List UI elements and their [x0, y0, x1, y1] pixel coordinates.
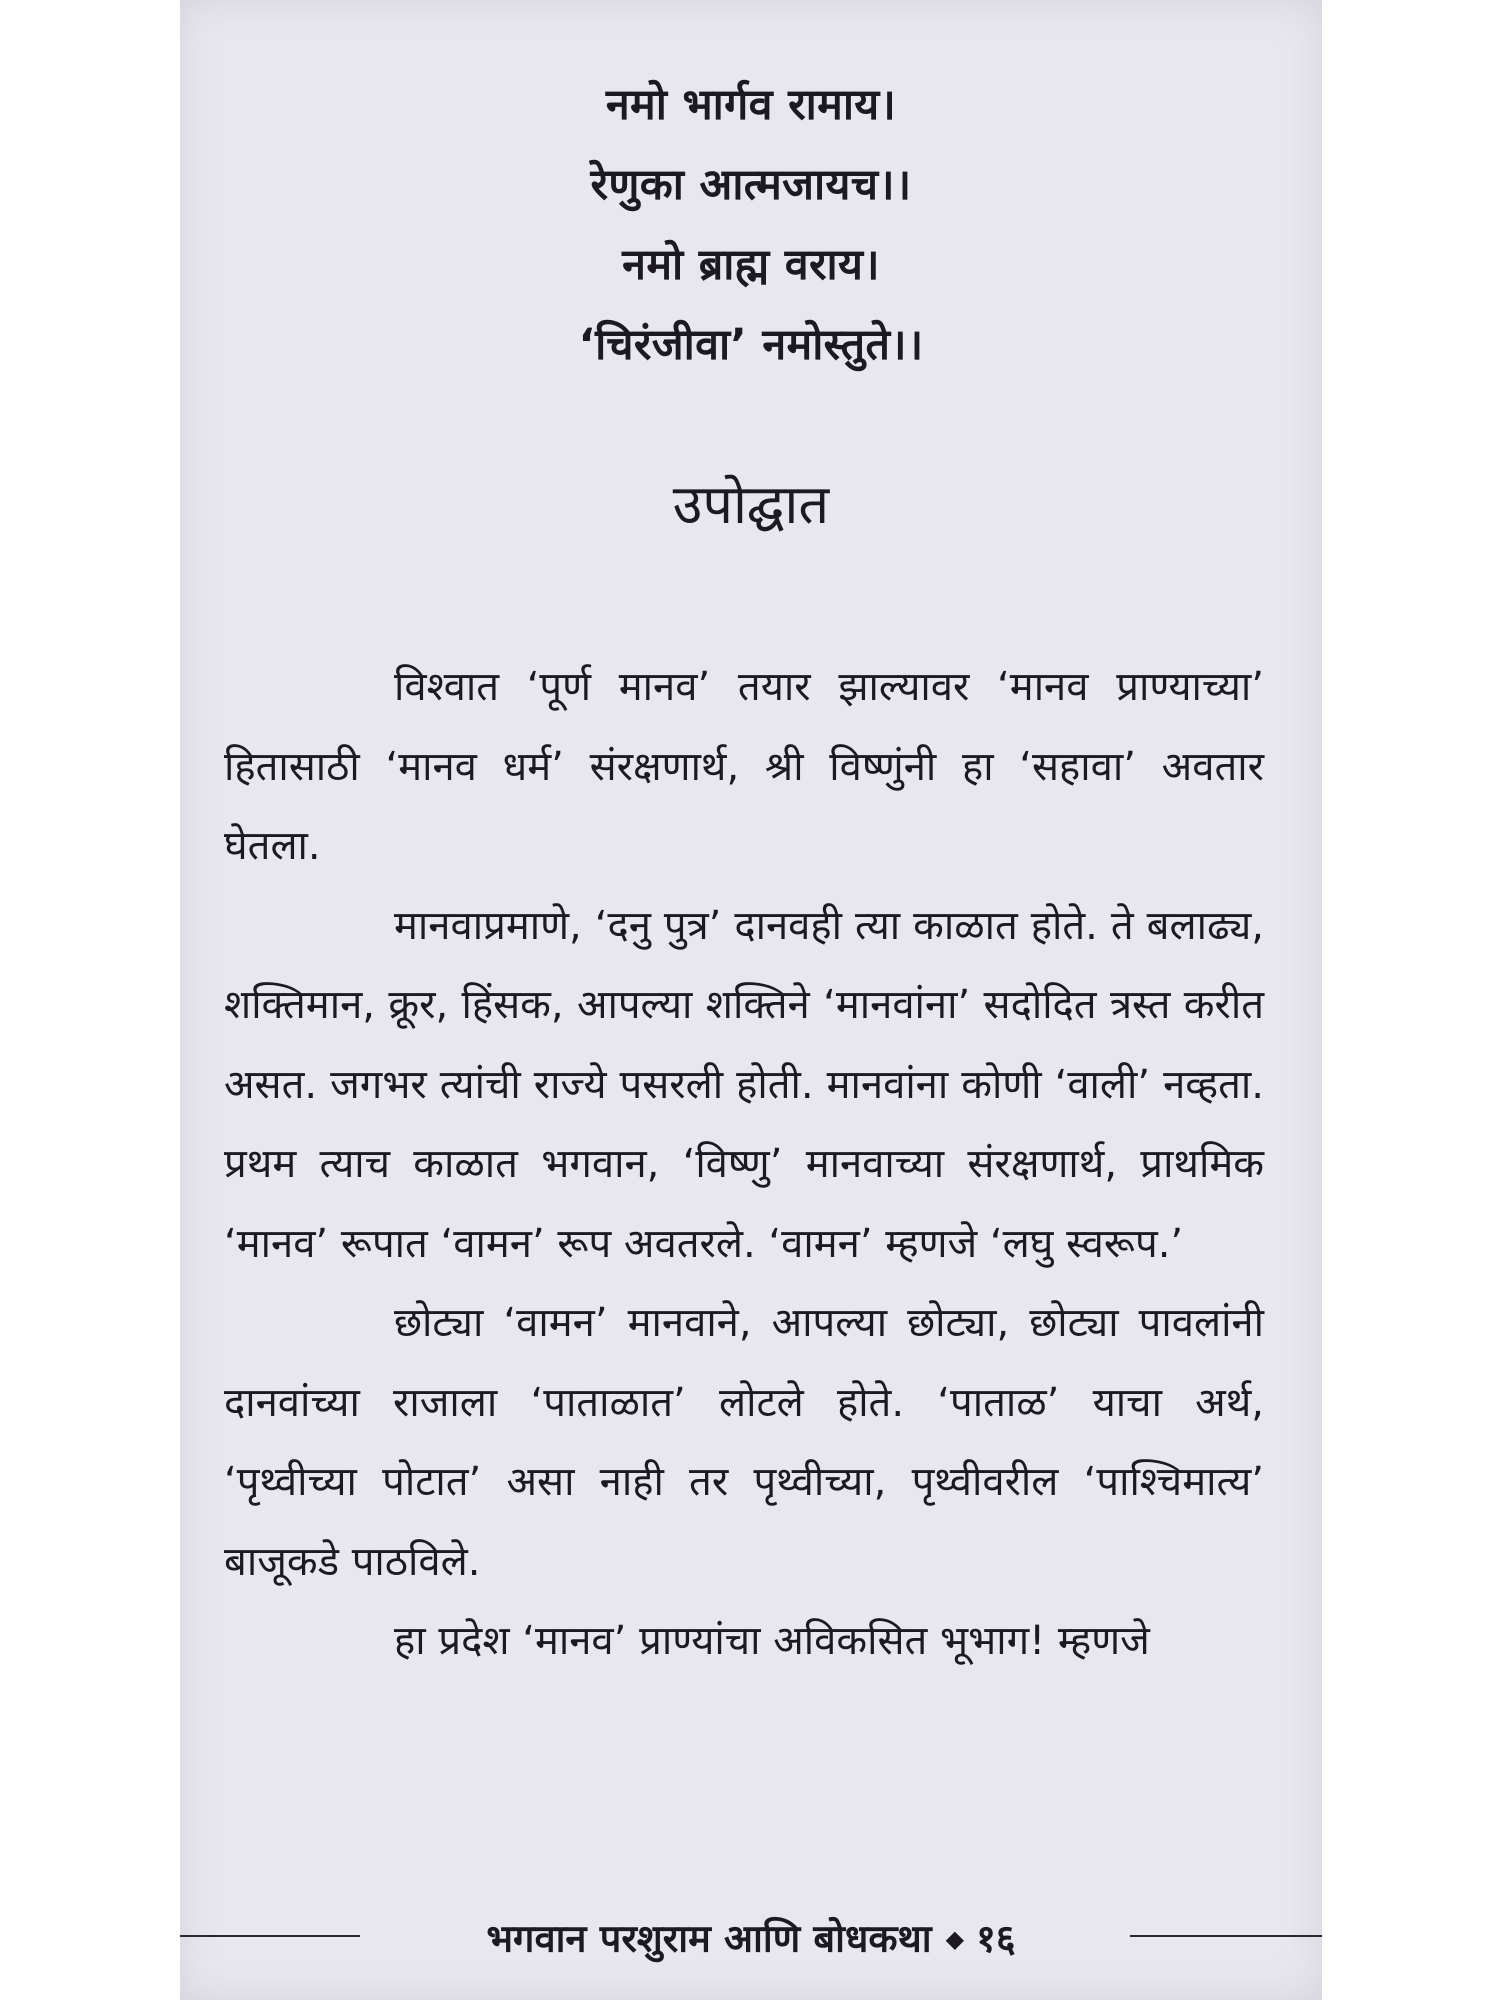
verse-line-2: रेणुका आत्मजायच।। [590, 160, 912, 210]
verse-line-1: नमो भार्गव रामाय। [605, 80, 897, 130]
paragraph-4: हा प्रदेश ‘मानव’ प्राण्यांचा अविकसित भूभाग! म्हणजे [394, 1618, 1150, 1664]
diamond-separator-icon: ◆ [945, 1924, 965, 1953]
section-title: उपोद्घात [672, 473, 830, 536]
paragraph-2: मानवाप्रमाणे, ‘दनु पुत्र’ दानवही त्या काळात होते. ते बलाढ्य, शक्तिमान, क्रूर, हिंसक, आपल्या शक्तिने ‘मानवांना’ सदोदित त्रस्त करीत असत. जगभर त्यांची राज्ये पसरली होती. मानवांना कोणी ‘वाली’ नव्हता. प्रथम त्याच काळात भगवान, ‘विष्णु’ मानवाच्या संरक्षणार्थ, प्राथमिक ‘मानव’ रूपात ‘वामन’ रूप अवतरले. ‘वामन’ म्हणजे ‘लघु स्वरूप.’ [224, 902, 1264, 1267]
footer-book-title: भगवान परशुराम आणि बोधकथा [486, 1916, 932, 1961]
running-footer [180, 1908, 1322, 1967]
paragraph-1: विश्वात ‘पूर्ण मानव’ तयार झाल्यावर ‘मानव प्राण्याच्या’ हितासाठी ‘मानव धर्म’ संरक्षणार्थ, श्री विष्णुंनी हा ‘सहावा’ अवतार घेतला. [224, 664, 1264, 869]
book-page [180, 0, 1322, 2000]
verse-line-3: नमो ब्राह्म वराय। [622, 240, 880, 290]
body-text [224, 648, 1264, 1682]
page-number: १६ [976, 1916, 1016, 1961]
verse-line-4: ‘चिरंजीवा’ नमोस्तुते।। [578, 320, 924, 370]
paragraph-3: छोट्या ‘वामन’ मानवाने, आपल्या छोट्या, छोट्या पावलांनी दानवांच्या राजाला ‘पाताळात’ लोटले होते. ‘पाताळ’ याचा अर्थ, ‘पृथ्वीच्या पोटात’ असा नाही तर पृथ्वीच्या, पृथ्वीवरील ‘पाश्चिमात्य’ बाजूकडे पाठविले. [224, 1300, 1264, 1585]
